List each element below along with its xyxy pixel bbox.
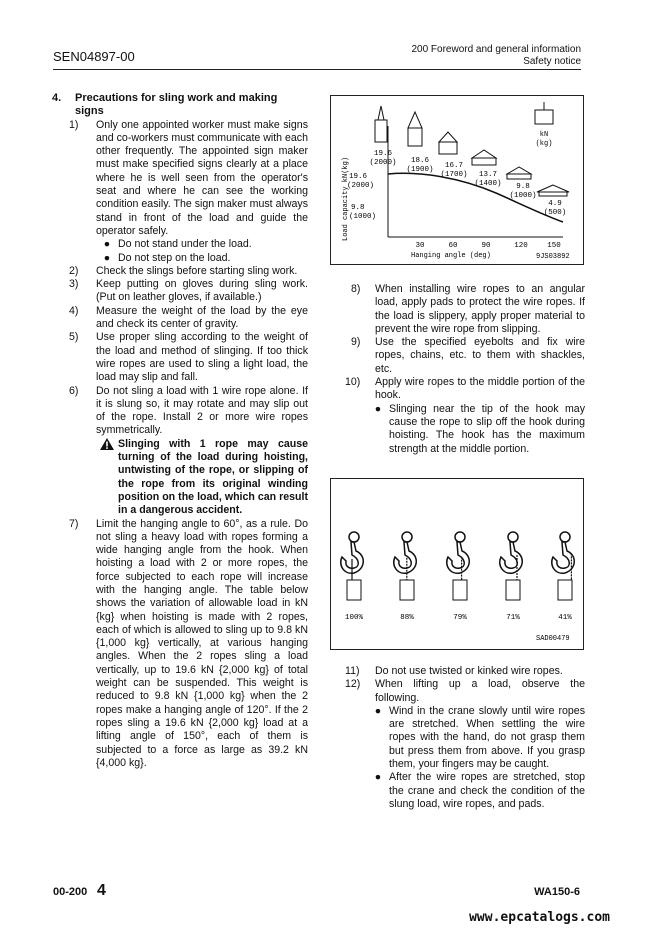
header-rule bbox=[53, 69, 581, 70]
load-icon-4 bbox=[507, 167, 531, 179]
section-number: 4. bbox=[52, 92, 62, 104]
subsection-title: Safety notice bbox=[523, 56, 581, 67]
x-tick-0: 30 bbox=[415, 242, 425, 250]
list-item: 10) Apply wire ropes to the middle portion of the hook. bbox=[345, 376, 585, 402]
x-tick-3: 120 bbox=[514, 242, 528, 250]
x-tick-4: 150 bbox=[547, 242, 561, 250]
point-label-4: 9.8 bbox=[516, 183, 530, 191]
hook-2 bbox=[447, 532, 470, 600]
right-column bbox=[345, 283, 585, 456]
footer-code: 00-200 bbox=[53, 886, 88, 898]
load-icon-2 bbox=[439, 132, 457, 154]
point-label-5-kg: (500) bbox=[543, 209, 567, 217]
point-label-3-kg: (1400) bbox=[474, 180, 502, 188]
hook-strength-figure bbox=[330, 478, 584, 650]
watermark: www.epcatalogs.com bbox=[469, 910, 610, 925]
percent-label-3: 71% bbox=[506, 614, 520, 622]
point-label-1-kg: (1900) bbox=[406, 166, 434, 174]
x-tick-1: 60 bbox=[448, 242, 458, 250]
x-axis-title: Hanging angle (deg) bbox=[411, 252, 491, 260]
x-tick-2: 90 bbox=[481, 242, 491, 250]
bullet-item: ● Slinging near the tip of the hook may cause the rope to slip off the hook during hoisting. The hook has the maximum strength at the middle portion. bbox=[367, 403, 585, 456]
y-axis-title: Load capacity kN(kg) bbox=[342, 156, 350, 241]
hook-1 bbox=[394, 532, 417, 600]
figure-code: 9JS03892 bbox=[536, 253, 570, 261]
load-icon-5 bbox=[537, 185, 569, 196]
list-item: 7) Limit the hanging angle to 60°, as a rule. Do not sling a heavy load with ropes forming a wide hanging angle from the hook. When hoisting a load with 2 or more ropes, the force subjected to each rope will increase with the hanging angle. The table below shows the variation of allowable load in kN {kg} when hoisting is made with 2 ropes, each of which is allowed to sling up to 9.8 kN {1,000 kg} vertically, at various hanging angles. When the 2 ropes sling a load vertically, up to 19.6 kN {2,000 kg} of total weight can be suspended. This weight is reduced to 9.8 kN {1,000 kg} when the 2 ropes make a hanging angle of 120°. If the 2 ropes sling a 19.6 kN {2,000 kg} load at a lifting angle of 150°, each of them is subjected to a force as large as 39.2 kN {4,000 kg}. bbox=[69, 517, 308, 769]
load-icon-3 bbox=[472, 150, 496, 165]
bullet-icon: ● bbox=[103, 238, 111, 251]
percent-label-0: 100% bbox=[344, 614, 364, 622]
model-name: WA150-6 bbox=[534, 886, 580, 898]
point-label-4-kg: (1000) bbox=[509, 192, 537, 200]
load-capacity-figure bbox=[330, 95, 584, 265]
section-heading bbox=[52, 92, 308, 119]
header-section bbox=[411, 44, 581, 68]
list-item: 6) Do not sling a load with 1 wire rope alone. If it is slung so, it may rotate and may slip out of the rope. Install 2 or more wire ropes symmetrically. bbox=[69, 384, 308, 437]
hook-0 bbox=[341, 532, 364, 600]
figure-code: SAD00479 bbox=[536, 635, 570, 643]
list-item: 1) Only one appointed worker must make signs and co-workers must communicate with each other frequently. The appointed sign maker must make specified signs clearly at a place where he is well seen from the operator's seat and where he can see the working condition easily. The sign maker must always stand in front of the load and guide the operator safely. bbox=[69, 118, 308, 237]
doc-code: SEN04897-00 bbox=[53, 49, 135, 64]
point-label-2-kg: (1700) bbox=[440, 171, 468, 179]
load-icon-1 bbox=[408, 112, 422, 146]
bullet-item: ● Do not step on the load. bbox=[96, 252, 308, 265]
bullet-item: ● After the wire ropes are stretched, stop the crane and check the condition of the slung load, wire ropes, and pads. bbox=[367, 771, 585, 811]
percent-label-2: 79% bbox=[453, 614, 467, 622]
list-item: 9) Use the specified eyebolts and fix wire ropes, chains, etc. to them with shackles, etc. bbox=[351, 336, 585, 375]
page-number: 4 bbox=[97, 882, 106, 899]
bullet-item: ● Wind in the crane slowly until wire ropes are stretched. When settling the wire ropes with the hand, do not grasp them but press them from above. If you grasp them, your fingers may be caught. bbox=[367, 705, 585, 771]
point-label-5: 4.9 bbox=[548, 200, 562, 208]
hook-diagram bbox=[331, 479, 583, 649]
scale-icon bbox=[535, 102, 553, 124]
load-capacity-chart bbox=[331, 96, 583, 264]
unit-kn: kN bbox=[539, 131, 549, 139]
warning-note: Slinging with 1 rope may cause turning of the load during hoisting, untwisting of the rope, or slipping of the rope from its original winding position on the load, which can result in a dangerous accident. bbox=[100, 438, 308, 518]
list-item: 3) Keep putting on gloves during sling work. (Put on leather gloves, if available.) bbox=[69, 278, 308, 304]
right-column-lower bbox=[345, 665, 585, 811]
list-item: 12) When lifting up a load, observe the following. bbox=[345, 678, 585, 704]
warning-icon bbox=[100, 438, 118, 518]
point-label-3: 13.7 bbox=[478, 171, 498, 179]
point-label-0: 19.6 bbox=[373, 150, 393, 158]
list-item: 2) Check the slings before starting sling work. bbox=[69, 264, 298, 277]
list-item: 11) Do not use twisted or kinked wire ropes. bbox=[345, 665, 563, 677]
section-title: 200 Foreword and general information bbox=[411, 44, 581, 55]
unit-kg: (kg) bbox=[535, 140, 553, 148]
y-label-0: 19.6 bbox=[349, 173, 368, 181]
point-label-0-kg: (2000) bbox=[369, 159, 397, 167]
bullet-icon: ● bbox=[103, 251, 111, 264]
point-label-2: 16.7 bbox=[444, 162, 464, 170]
bullet-item: ● Do not stand under the load. bbox=[96, 238, 308, 251]
list-item: 8) When installing wire ropes to an angular load, apply pads to protect the wire ropes. If the load is slippery, apply proper material to prevent the wire rope from slipping. bbox=[351, 283, 585, 335]
percent-label-4: 41% bbox=[558, 614, 572, 622]
list-item: 4) Measure the weight of the load by the eye and check its center of gravity. bbox=[69, 304, 308, 331]
y-label-1-kg: (1000) bbox=[349, 213, 377, 221]
section-title-text: Precautions for sling work and making signs bbox=[75, 92, 278, 118]
point-label-1: 18.6 bbox=[410, 157, 430, 165]
bullet-icon: ● bbox=[374, 771, 382, 784]
hook-3 bbox=[500, 532, 523, 600]
bullet-icon: ● bbox=[374, 704, 382, 717]
percent-label-1: 88% bbox=[400, 614, 414, 622]
list-item: 5) Use proper sling according to the weight of the load and method of slinging. If too thick wire ropes are used to sling a light load, the load may slip and fall. bbox=[69, 331, 308, 384]
bullet-icon: ● bbox=[374, 402, 382, 415]
y-label-0-kg: (2000) bbox=[347, 182, 375, 190]
left-column bbox=[52, 92, 308, 770]
load-icon-0 bbox=[375, 106, 387, 142]
y-label-1: 9.8 bbox=[351, 204, 365, 212]
hook-4 bbox=[552, 532, 575, 600]
